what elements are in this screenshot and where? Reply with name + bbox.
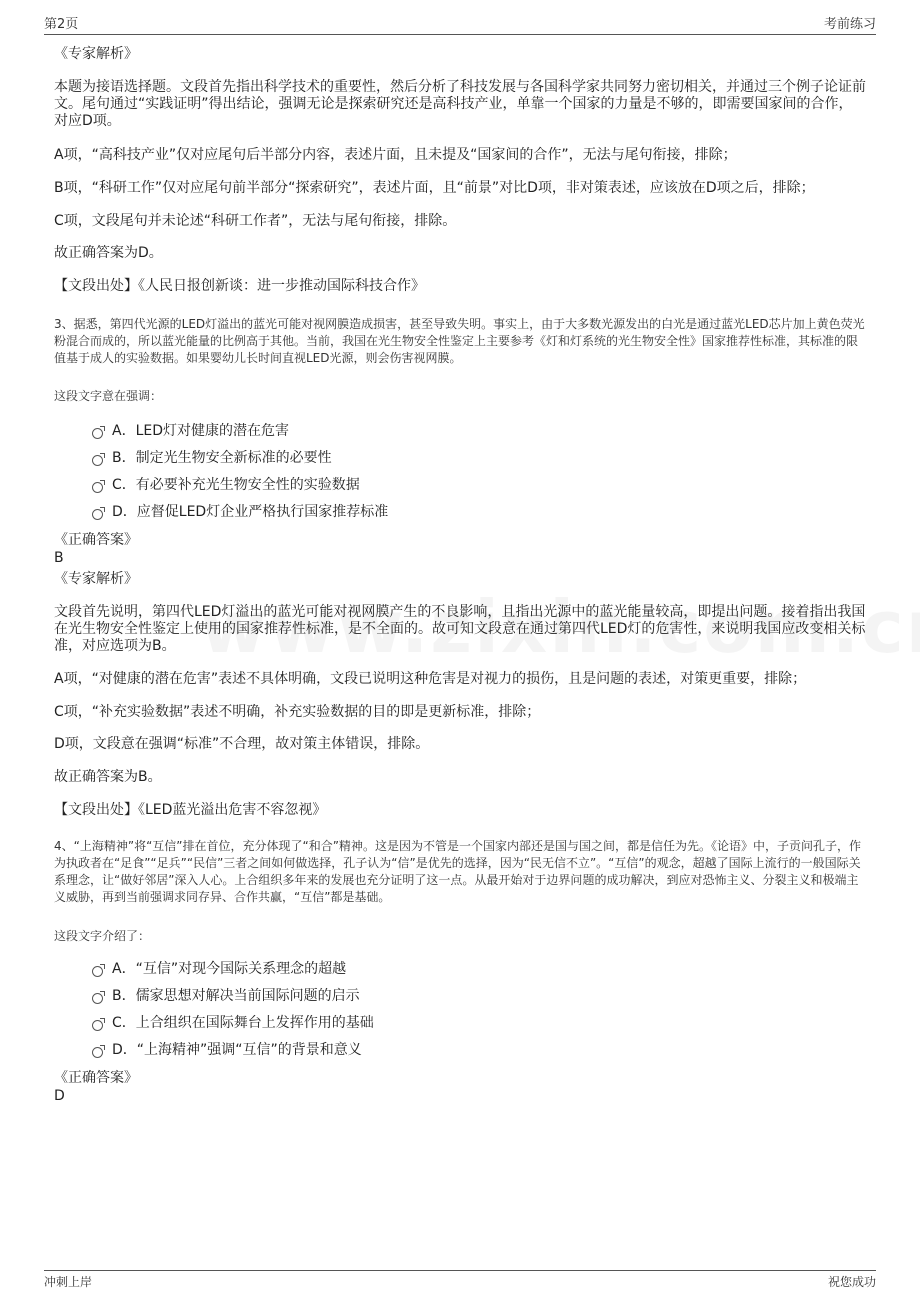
q3-option-c-label: C．有必要补充光生物安全性的实验数据	[112, 477, 360, 493]
footer-left-text: 冲刺上岸	[44, 1275, 93, 1289]
q4-prompt: 这段文字介绍了：	[54, 929, 151, 943]
q4-option-d[interactable]	[92, 1040, 362, 1060]
page-number: 第2页	[44, 17, 79, 32]
radio-icon[interactable]	[92, 966, 103, 977]
q3-exclusion-c: C项，“补充实验数据”表述不明确，补充实验数据的目的即是更新标准，排除；	[54, 704, 541, 720]
radio-icon[interactable]	[92, 482, 103, 493]
q4-option-b-label: B．儒家思想对解决当前国际问题的启示	[112, 988, 360, 1004]
q4-option-a-label: A．“互信”对现今国际关系理念的超越	[112, 961, 347, 977]
radio-icon[interactable]	[92, 1020, 103, 1031]
q2-analysis-text: 本题为接语选择题。文段首先指出科学技术的重要性，然后分析了科技发展与各国科学家共同努力密切相关，并通过三个例子论证前文。尾句通过“实践证明”得出结论，强调无论是探索研究还是高科技产业，单靠一个国家的力量是不够的，即需要国家间的合作，对应D项。	[54, 79, 866, 129]
q3-prompt: 这段文字意在强调：	[54, 389, 163, 403]
footer-right-text: 祝您成功	[827, 1275, 876, 1289]
radio-icon[interactable]	[92, 455, 103, 466]
radio-icon[interactable]	[92, 509, 103, 520]
q3-option-d[interactable]	[92, 502, 388, 522]
radio-icon[interactable]	[92, 1047, 103, 1058]
q3-analysis-text: 文段首先说明，第四代LED灯溢出的蓝光可能对视网膜产生的不良影响，且指出光源中的蓝光能量较高，即提出问题。接着指出我国在光生物安全性鉴定上使用的国家推荐性标准，是不全面的。故可知文段意在通过第四代LED灯的危害性，来说明我国应改变相关标准，对应选项为B。	[54, 604, 866, 654]
q3-option-d-label: D．应督促LED灯企业严格执行国家推荐标准	[112, 504, 389, 520]
q3-exclusion-d: D项，文段意在强调“标准”不合理，故对策主体错误，排除。	[54, 736, 430, 752]
header-title: 考前练习	[823, 17, 876, 32]
q4-option-c-label: C．上合组织在国际舞台上发挥作用的基础	[112, 1015, 374, 1031]
q4-stem: 4、“上海精神”将“互信”排在首位，充分体现了“和合”精神。这是因为不管是一个国家内部还是国与国之间，都是信任为先。《论语》中，子贡问孔子，作为执政者在“足食”“足兵”“民信”三者之间如何做选择，孔子认为“信”是优先的选择，因为“民无信不立”。“互信”的观念，超越了国际上流行的一般国际关系理念，让“做好邻居”深入人心。上合组织多年来的发展也充分证明了这一点。从最开始对于边界问题的成功解决，到应对恐怖主义、分裂主义和极端主义威胁，再到当前强调求同存异、合作共赢，“互信”都是基础。	[54, 839, 861, 904]
q3-conclusion: 故正确答案为B。	[54, 769, 162, 785]
q2-exclusion-b: B项，“科研工作”仅对应尾句前半部分“探索研究”，表述片面，且“前景”对比D项，非对策表述，应该放在D项之后，排除；	[54, 180, 815, 196]
q3-stem: 3、据悉，第四代光源的LED灯溢出的蓝光可能对视网膜造成损害，甚至导致失明。事实上，由于大多数光源发出的白光是通过蓝光LED芯片加上黄色荧光粉混合而成的，所以蓝光能量的比例高于其他。当前，我国在光生物安全性鉴定上主要参考《灯和灯系统的光生物安全性》国家推荐性标准，其标准的限值基于成人的实验数据。如果婴幼儿长时间直视LED光源，则会伤害视网膜。	[54, 317, 865, 365]
q2-exclusion-a: A项，“高科技产业”仅对应尾句后半部分内容，表述片面，且未提及“国家间的合作”，无法与尾句衔接，排除；	[54, 147, 737, 163]
q4-answer: D	[54, 1088, 65, 1104]
q4-option-c[interactable]	[92, 1013, 374, 1033]
page-footer	[44, 1270, 876, 1290]
q3-option-c[interactable]	[92, 475, 360, 495]
q2-exclusion-c: C项，文段尾句并未论述“科研工作者”，无法与尾句衔接，排除。	[54, 213, 457, 229]
radio-icon[interactable]	[92, 428, 103, 439]
q4-option-b[interactable]	[92, 986, 360, 1006]
q2-analysis-label: 《专家解析》	[54, 46, 138, 62]
q2-conclusion: 故正确答案为D。	[54, 245, 163, 261]
page-header	[44, 10, 876, 35]
q4-option-a[interactable]	[92, 959, 346, 979]
q3-answer-label: 《正确答案》	[54, 532, 138, 548]
q3-option-b[interactable]	[92, 448, 332, 468]
q2-source: 【文段出处】《人民日报创新谈：进一步推动国际科技合作》	[54, 278, 425, 294]
q4-answer-label: 《正确答案》	[54, 1070, 138, 1086]
q3-option-b-label: B．制定光生物安全新标准的必要性	[112, 450, 332, 466]
q4-option-d-label: D．“上海精神”强调“互信”的背景和意义	[112, 1042, 362, 1058]
q3-exclusion-a: A项，“对健康的潜在危害”表述不具体明确，文段已说明这种危害是对视力的损伤，且是问题的表述，对策更重要，排除；	[54, 671, 807, 687]
q3-answer: B	[54, 550, 64, 566]
q3-source: 【文段出处】《LED蓝光溢出危害不容忽视》	[54, 802, 327, 818]
q3-option-a-label: A．LED灯对健康的潜在危害	[112, 423, 290, 439]
q3-option-a[interactable]	[92, 421, 289, 441]
q3-analysis-label: 《专家解析》	[54, 571, 138, 587]
radio-icon[interactable]	[92, 993, 103, 1004]
